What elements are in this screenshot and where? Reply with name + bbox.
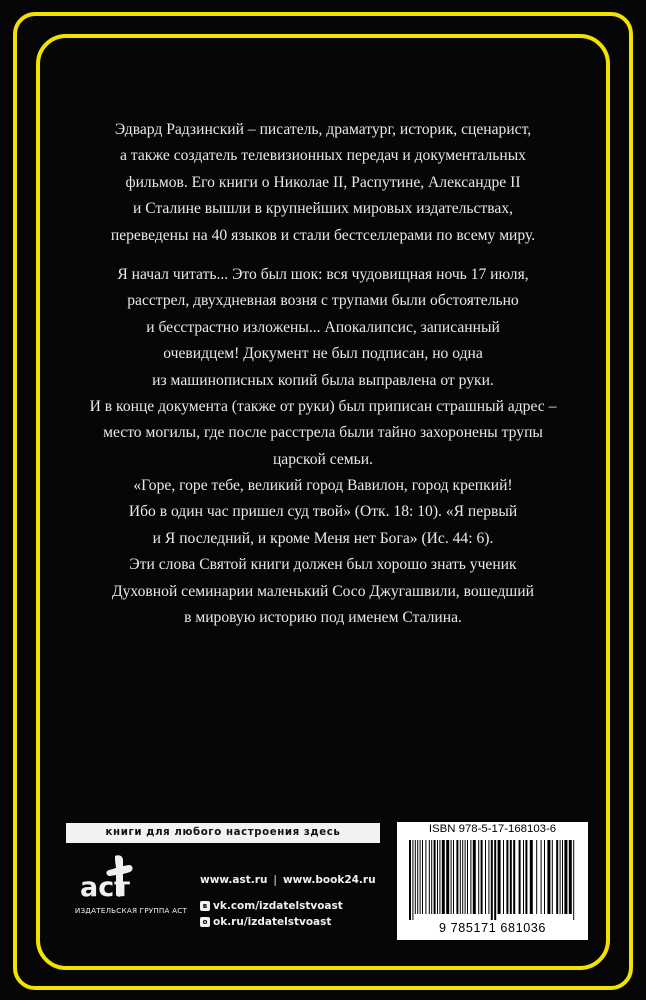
ok-link[interactable]: ok.ru/izdatelstvoast xyxy=(213,916,332,928)
barcode-bar xyxy=(530,840,533,914)
text-line: Эти слова Святой книги должен был хорошо знать ученик xyxy=(129,556,517,574)
barcode-bar xyxy=(462,840,463,914)
barcode-bar xyxy=(451,840,452,914)
barcode-bar xyxy=(429,840,430,914)
barcode-bar xyxy=(473,840,476,914)
barcode-bar xyxy=(422,840,423,914)
ast-logo xyxy=(66,850,196,930)
ok-icon: о xyxy=(200,917,210,927)
barcode-bar xyxy=(437,840,438,914)
text-line: расстрел, двухдневная возня с трупами были обстоятельно xyxy=(127,292,519,310)
barcode-bar xyxy=(488,840,489,914)
barcode-bar xyxy=(470,840,471,914)
ok-row xyxy=(200,916,331,928)
barcode-bar xyxy=(453,840,454,914)
text-line: царской семьи. xyxy=(272,450,374,468)
barcode-bar xyxy=(541,840,542,914)
text-line: Эдвард Радзинский – писатель, драматург, историк, сценарист, xyxy=(114,121,532,138)
logo-wordmark: аст xyxy=(80,872,130,903)
text-line: Ибо в один час пришел суд твой» (Отк. 18: 10). «Я первый xyxy=(128,503,518,521)
author-bio-paragraph xyxy=(70,117,576,249)
barcode-bar xyxy=(562,840,563,914)
barcode-bar xyxy=(478,840,479,914)
book24-site-link[interactable]: www.book24.ru xyxy=(282,874,376,886)
text-line: Духовной семинарии маленький Сосо Джугашвили, вошедший xyxy=(112,582,534,600)
text-line: переведены на 40 языков и стали бестселлерами по всему миру. xyxy=(110,226,536,244)
barcode-bar xyxy=(560,840,561,914)
barcode-bar xyxy=(415,840,416,914)
barcode-bar xyxy=(519,840,521,914)
vk-link[interactable]: vk.com/izdatelstvoast xyxy=(213,900,343,912)
barcode-digits: 9 785171 681036 xyxy=(438,921,547,935)
barcode-bar xyxy=(442,840,445,914)
slogan-banner: книги для любого настроения здесь xyxy=(66,823,380,843)
barcode-bar xyxy=(494,840,496,920)
barcode-bar xyxy=(536,840,537,914)
text-line: И в конце документа (также от руки) был приписан страшный адрес – xyxy=(89,398,557,416)
text-line: а также создатель телевизионных передач и документальных xyxy=(120,147,526,165)
barcode-bar xyxy=(523,840,524,914)
barcode-bar xyxy=(467,840,468,914)
barcode-bar xyxy=(564,840,567,914)
text-line: фильмов. Его книги о Николае II, Распутине, Александре II xyxy=(125,173,521,191)
barcode-bars xyxy=(409,840,576,920)
barcode-bar xyxy=(420,840,421,914)
vk-row xyxy=(200,900,343,912)
barcode-bar xyxy=(544,840,545,914)
websites-row xyxy=(200,874,376,886)
barcode-bar xyxy=(409,840,411,920)
barcode-bar xyxy=(446,840,449,914)
text-line: в мировую историю под именем Сталина. xyxy=(184,609,462,627)
barcode-bar xyxy=(556,840,558,914)
barcode-bar xyxy=(569,840,572,914)
text-line: и Сталине вышли в крупнейших мировых издательствах, xyxy=(132,200,514,218)
text-line: очевидцем! Документ не был подписан, но одна xyxy=(163,345,483,363)
quote-paragraph xyxy=(70,473,576,631)
vk-icon: в xyxy=(200,901,210,911)
barcode-panel xyxy=(397,822,588,940)
text-line: место могилы, где после расстрела были тайно захоронены трупы xyxy=(103,424,543,442)
barcode-bar xyxy=(525,840,527,914)
barcode-bar xyxy=(434,840,436,914)
ast-site-link[interactable]: www.ast.ru xyxy=(200,874,268,886)
barcode-bar xyxy=(439,840,440,914)
barcode-bar xyxy=(510,840,512,914)
barcode-bar xyxy=(425,840,426,914)
barcode-bar xyxy=(547,840,550,914)
text-line: и Я последний, и кроме Меня нет Бога» (Ис. 44: 6). xyxy=(152,529,494,547)
barcode-bar xyxy=(465,840,466,914)
barcode-bar xyxy=(485,840,486,914)
barcode-bar xyxy=(506,840,508,914)
barcode-bar xyxy=(498,840,501,914)
excerpt-paragraph xyxy=(70,262,576,473)
text-line: и бесстрастно изложены... Апокалипсис, записанный xyxy=(146,318,500,336)
text-line: Я начал читать... Это был шок: вся чудовищная ночь 17 июля, xyxy=(117,266,529,283)
barcode-bar xyxy=(456,840,458,914)
barcode-bar xyxy=(552,840,553,914)
publisher-group-name: ИЗДАТЕЛЬСКАЯ ГРУППА АСТ xyxy=(74,906,188,915)
barcode-bar xyxy=(503,840,504,914)
barcode-bar xyxy=(491,840,493,920)
barcode-bar xyxy=(412,840,413,920)
barcode-bar xyxy=(460,840,461,914)
text-line: «Горе, горе тебе, великий город Вавилон, город крепкий! xyxy=(133,477,513,494)
link-separator: | xyxy=(273,874,277,886)
text-line: из машинописных копий была выправлена от руки. xyxy=(152,371,494,389)
barcode-bar xyxy=(573,840,574,920)
barcode-bar xyxy=(481,840,483,914)
barcode-bar xyxy=(431,840,432,914)
barcode-bar xyxy=(513,840,515,914)
isbn-text: ISBN 978-5-17-168103-6 xyxy=(428,823,557,835)
barcode-bar xyxy=(417,840,418,914)
